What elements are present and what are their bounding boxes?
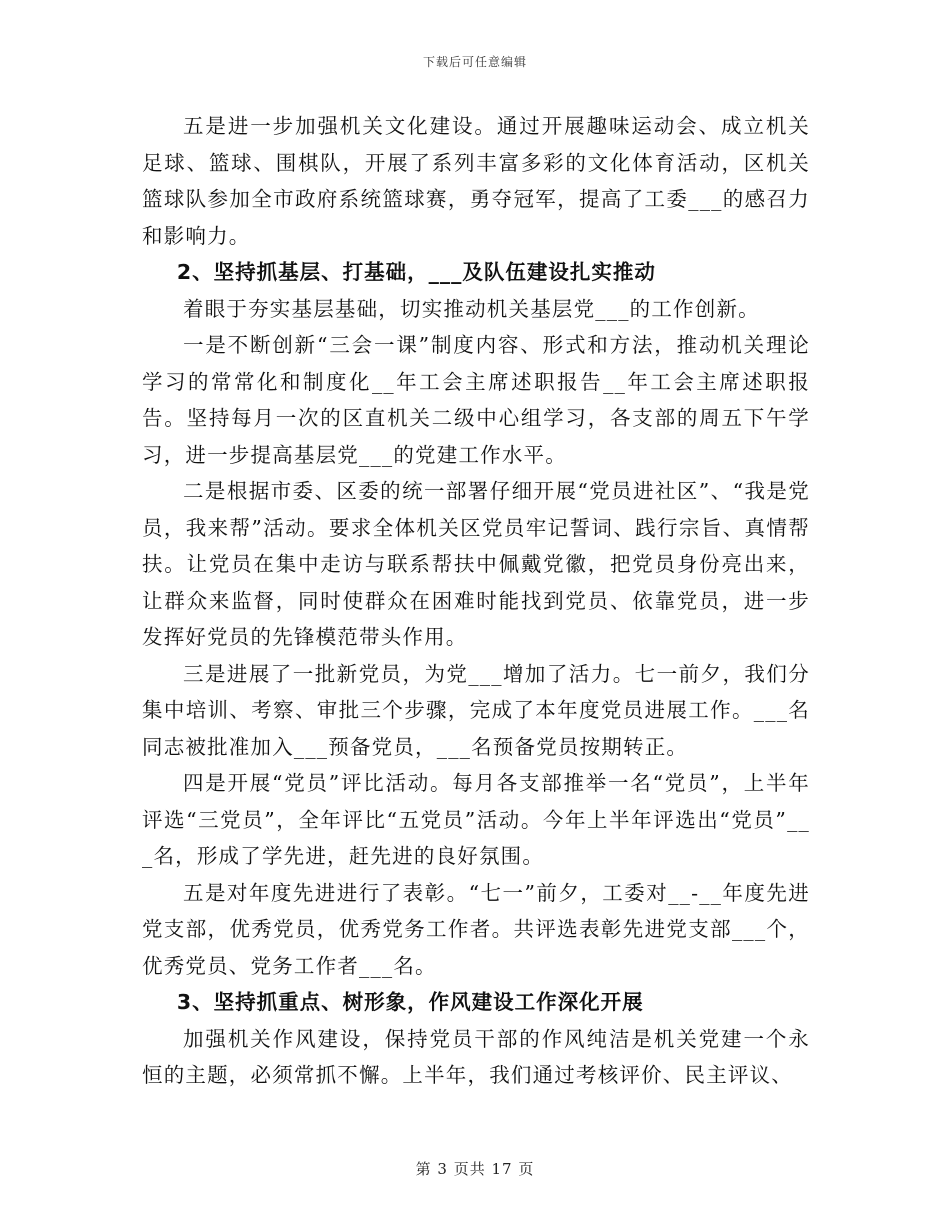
- section-heading-3: 3、坚持抓重点、树形象，作风建设工作深化开展: [176, 990, 644, 1014]
- page-footer: 第 3 页共 17 页: [415, 1160, 535, 1178]
- paragraph-style-building: 加强机关作风建设，保持党员干部的作风纯洁是机关党建一个永恒的主题，必须常抓不懈。上半年，我们通过考核评价、民主评议、: [142, 1026, 810, 1087]
- section-heading-2: 2、坚持抓基层、打基础，___及队伍建设扎实推动: [176, 260, 656, 284]
- document-body: [142, 108, 810, 1094]
- paragraph-item-one: 一是不断创新“三会一课”制度内容、形式和方法，推动机关理论学习的常常化和制度化__年工会主席述职报告__年工会主席述职报告。坚持每月一次的区直机关二级中心组学习，各支部的周五下午学习，进一步提高基层党___的党建工作水平。: [142, 333, 810, 467]
- paragraph-item-three: 三是进展了一批新党员，为党___增加了活力。七一前夕，我们分集中培训、考察、审批三个步骤，完成了本年度党员进展工作。___名同志被批准加入___预备党员，___名预备党员按期转正。: [142, 661, 810, 759]
- paragraph-intro-grassroots: 着眼于夯实基层基础，切实推动机关基层党___的工作创新。: [183, 296, 760, 321]
- page-header: 下载后可任意编辑: [422, 55, 527, 69]
- paragraph-item-four: 四是开展“党员”评比活动。每月各支部推举一名“党员”，上半年评选“三党员”，全年评比“五党员”活动。今年上半年评选出“党员”___名，形成了学先进，赶先进的良好氛围。: [142, 771, 810, 868]
- paragraph-culture: 五是进一步加强机关文化建设。通过开展趣味运动会、成立机关足球、篮球、围棋队，开展了系列丰富多彩的文化体育活动，区机关篮球队参加全市政府系统篮球赛，勇夺冠军，提高了工委___的感召力和影响力。: [142, 114, 810, 248]
- paragraph-item-two: 二是根据市委、区委的统一部署仔细开展“党员进社区”、“我是党员，我来帮”活动。要求全体机关区党员牢记誓词、践行宗旨、真情帮扶。让党员在集中走访与联系帮扶中佩戴党徽，把党员身份亮出来，让群众来监督，同时使群众在困难时能找到党员、依靠党员，进一步发挥好党员的先锋模范带头作用。: [142, 479, 810, 649]
- paragraph-item-five: 五是对年度先进进行了表彰。“七一”前夕，工委对__-__年度先进党支部，优秀党员，优秀党务工作者。共评选表彰先进党支部___个，优秀党员、党务工作者___名。: [142, 880, 810, 978]
